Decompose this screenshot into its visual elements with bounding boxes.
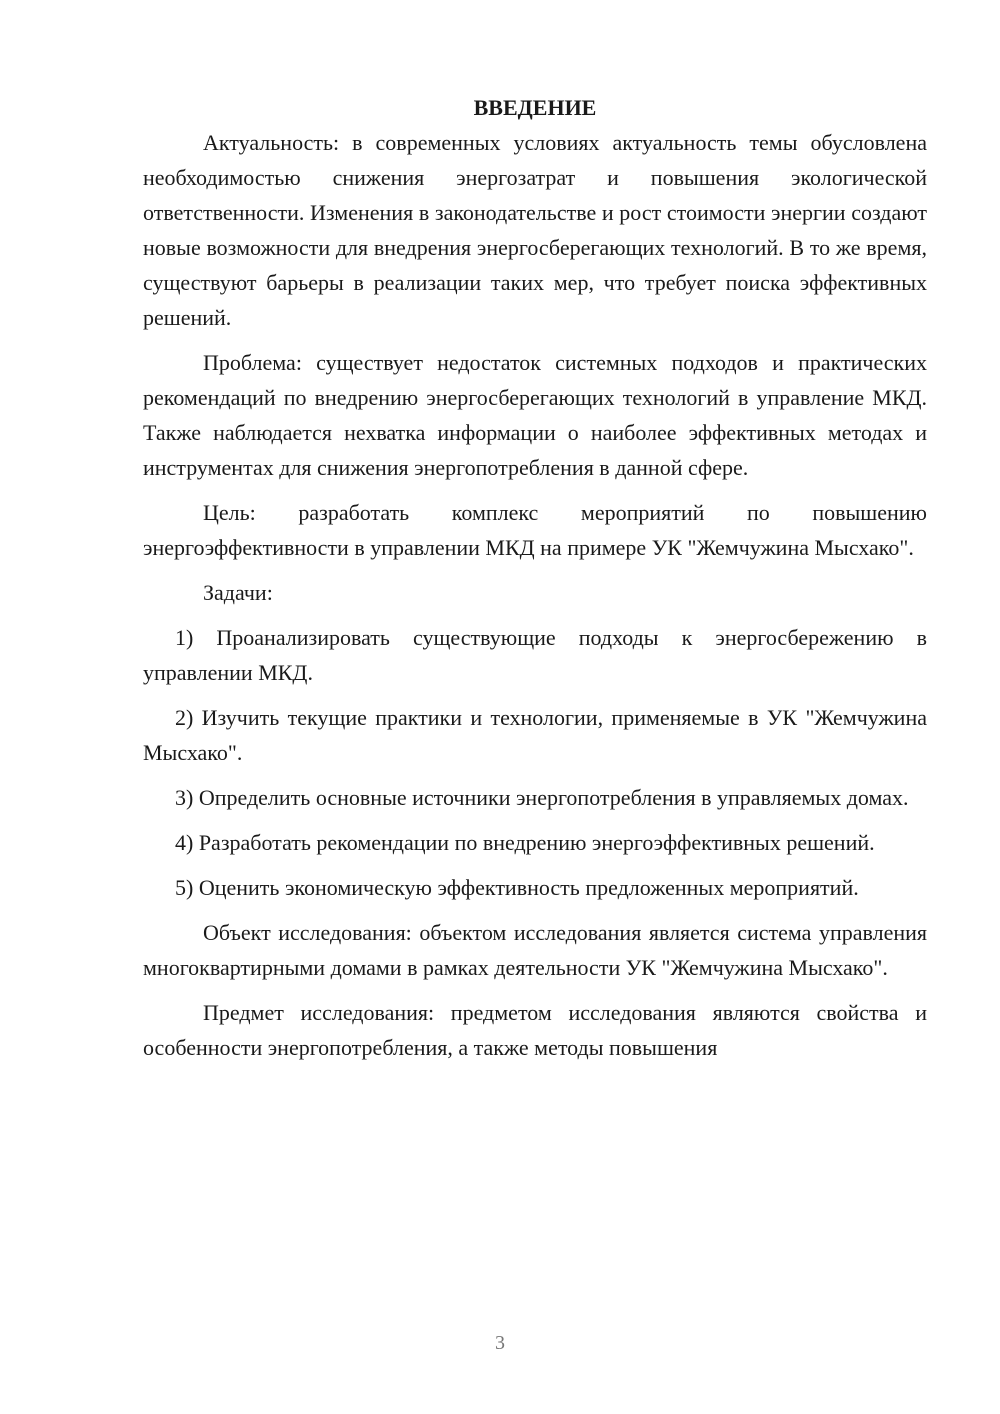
goal-paragraph: Цель: разработать комплекс мероприятий по повышению энергоэффективности в управлении МКД на примере УК "Жемчужина Мысхако". <box>143 500 927 560</box>
problem-paragraph: Проблема: существует недостаток системных подходов и практических рекомендаций по внедрению энергосберегающих технологий в управление МКД. Также наблюдается нехватка информации о наиболее эффективных методах и инструментах для снижения энергопотребления в данной сфере. <box>143 350 927 480</box>
task-item-5: 5) Оценить экономическую эффективность предложенных мероприятий. <box>175 875 859 900</box>
subject-paragraph: Предмет исследования: предметом исследования являются свойства и особенности энергопотребления, а также методы повышения <box>143 1000 927 1060</box>
object-paragraph: Объект исследования: объектом исследования является система управления многоквартирными домами в рамках деятельности УК "Жемчужина Мысхако". <box>143 920 927 980</box>
document-page <box>143 90 927 1065</box>
task-item-4: 4) Разработать рекомендации по внедрению энергоэффективных решений. <box>175 830 875 855</box>
relevance-paragraph: Актуальность: в современных условиях актуальность темы обусловлена необходимостью снижения энергозатрат и повышения экологической ответственности. Изменения в законодательстве и рост стоимости энергии создают новые возможности для внедрения энергосберегающих технологий. В то же время, существуют барьеры в реализации таких мер, что требует поиска эффективных решений. <box>143 130 927 330</box>
tasks-heading: Задачи: <box>203 580 273 605</box>
page-number: 3 <box>495 1332 505 1354</box>
task-item-2: 2) Изучить текущие практики и технологии, применяемые в УК "Жемчужина Мысхако". <box>143 705 927 765</box>
task-item-1: 1) Проанализировать существующие подходы к энергосбережению в управлении МКД. <box>143 625 927 685</box>
section-title: ВВЕДЕНИЕ <box>473 95 597 120</box>
task-item-3: 3) Определить основные источники энергопотребления в управляемых домах. <box>175 785 909 810</box>
